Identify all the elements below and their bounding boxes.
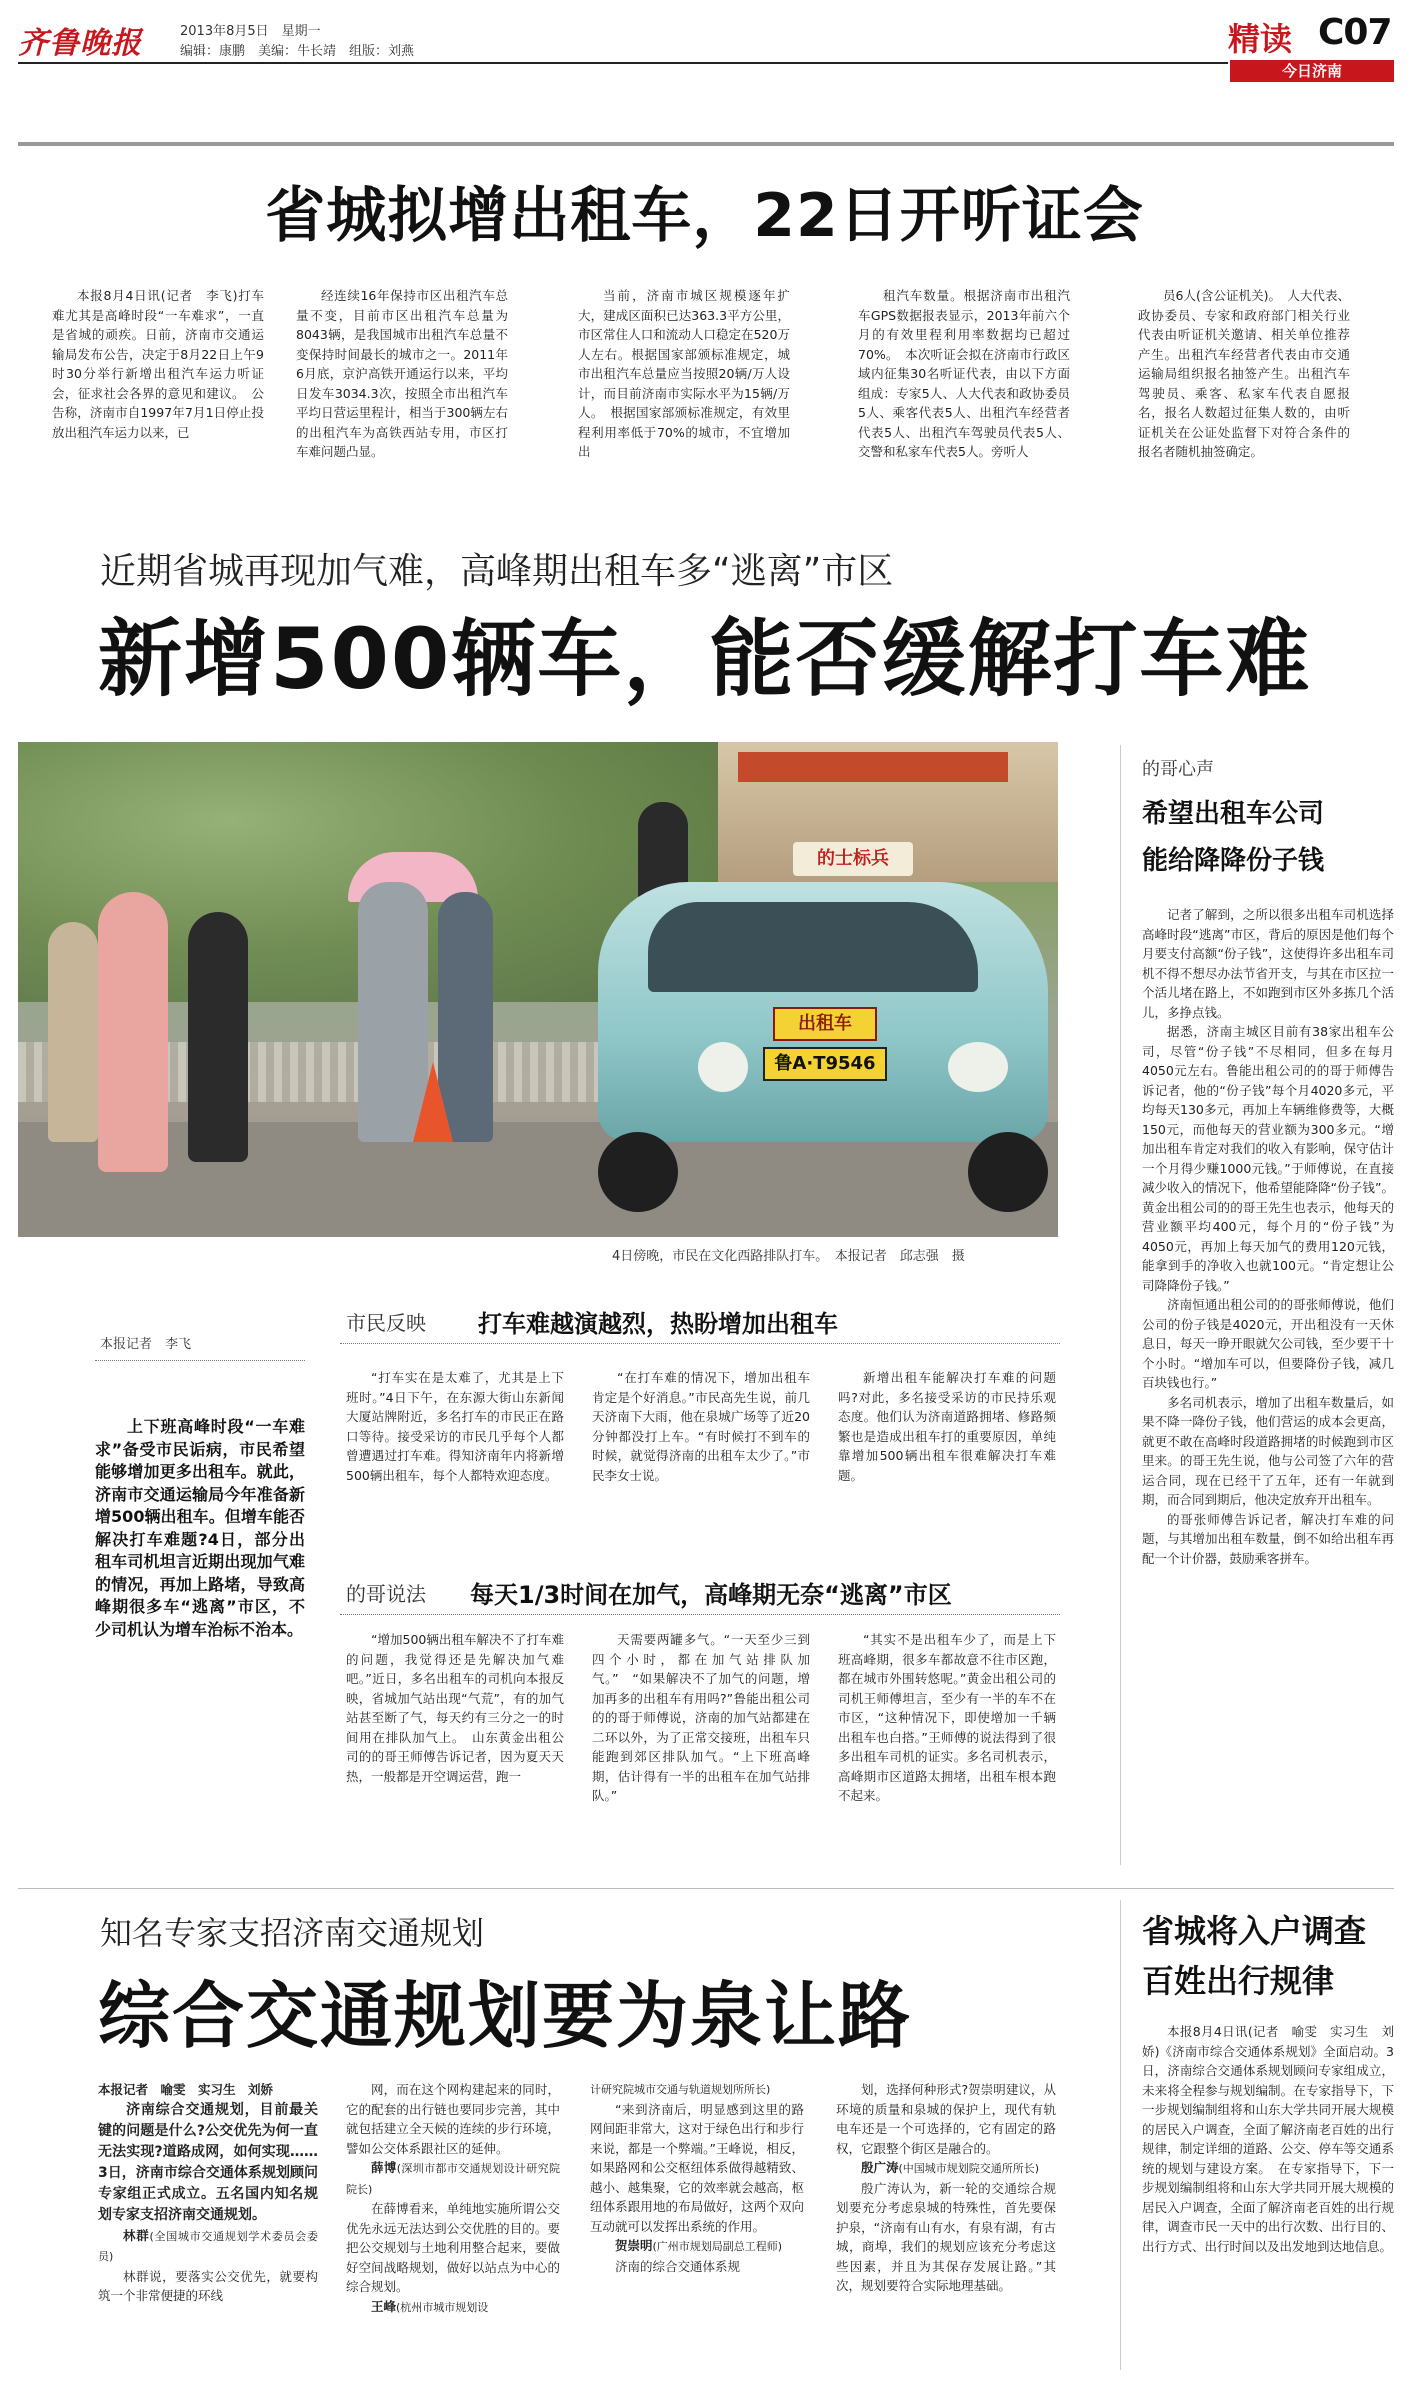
sec1-column: 新增出租车能解决打车难的问题吗?对此，多名接受采访的市民持乐观态度。他们认为济南道路拥堵、修路频繁也是造成出租车打的重要原因，单纯靠增加500辆出租车很难解决打车难题。 — [838, 1370, 1056, 1483]
sec2-title: 每天1/3时间在加气，高峰期无奈“逃离”市区 — [470, 1581, 952, 1609]
header-rule-thick — [18, 142, 1394, 146]
story3-column: 计研究院城市交通与轨道规划所所长) “来到济南后，明显感到这里的路网间距非常大，这对于绿色出行和步行来说，都是一个弊端。”王峰说，相反，如果路网和公交枢纽体系做得越精致、越小、越集聚，它的效率就会越高，枢纽体系跟用地的布局做好，这两个双向互动就可以发挥出系统的作用。 贺崇明(广州市规划局副总工程师) 济南的综合交通体系规 — [590, 2083, 804, 2274]
paper-logo: 齐鲁晚报 — [18, 26, 142, 61]
story3-side-column: 本报8月4日讯(记者 喻雯 实习生 刘娇)《济南市综合交通体系规划》全面启动。3日，济南综合交通体系规划顾问专家组成立，未来将全程参与规划编制。在专家指导下，下一步规划编制组将和山东大学共同开展大规模的居民入户调查，全面了解济南老百姓的出行规律，制定详细的道路、公交、停车等交通系统的规划与建设方案。 在专家指导下，下一步规划编制组将和山东大学共同开展大规模的居民入户调查，全面了解济南老百姓的出行规律，调查市民一天中的出行次数、出行目的、出行方式、出行时间以及出发地到达地信息。 — [1142, 2024, 1394, 2254]
story1-column: 当前，济南市城区规模逐年扩大，建成区面积已达363.3平方公里，市区常住人口和流动人口稳定在520万人左右。根据国家部颁标准规定，城市出租汽车总量应当按照20辆/万人设计，而目前济南市实际水平为15辆/万人。 根据国家部颁标准规定，有效里程利用率低于70%的城市，不宜增加出 — [578, 288, 790, 459]
story1-column: 员6人(含公证机关)。 人大代表、政协委员、专家和政府部门相关行业代表由听证机关邀请、相关单位推荐产生。出租汽车经营者代表由市交通运输局组织报名抽签产生。出租汽车驾驶员、乘客、私家车代表自愿报名，报名人数超过征集人数的，由听证机关在公证处监督下对符合条件的报名者随机抽签确定。 — [1138, 288, 1350, 459]
story2-byline: 本报记者 李飞 — [100, 1337, 192, 1352]
sec2-column: “其实不是出租车少了，而是上下班高峰期，很多车都故意不往市区跑，都在城市外围转悠呢。”黄金出租公司的司机王师傅坦言，至少有一半的车不在市区，“这种情况下，即使增加一千辆出租车也白搭。”王师傅的说法得到了很多出租车司机的证实。多名司机表示，高峰期市区道路太拥堵，出租车根本跑不起来。 — [838, 1632, 1056, 1803]
sub-section-band: 今日济南 — [1230, 60, 1394, 82]
story3-headline: 综合交通规划要为泉让路 — [98, 1974, 913, 2058]
sec1-tag: 市民反映 — [346, 1311, 426, 1335]
editors-line: 编辑：康鹏 美编：牛长靖 组版：刘燕 — [180, 44, 415, 59]
side-tag: 的哥心声 — [1142, 759, 1214, 780]
sec1-column: “打车实在是太难了，尤其是上下班时。”4日下午，在东源大街山东新闻大厦站牌附近，多名打车的市民正在路口等待。接受采访的市民几乎每个人都曾遭遇过打车难。得知济南年内将新增500辆出租车，每个人都特欢迎态度。 — [346, 1370, 564, 1483]
taxi-license-plate: 鲁A·T9546 — [763, 1047, 887, 1081]
news-photo — [18, 742, 1058, 1237]
story3-side-title-line2: 百姓出行规律 — [1142, 1962, 1335, 2000]
sec2-tag: 的哥说法 — [346, 1582, 426, 1606]
section-name: 精读 — [1228, 20, 1293, 58]
photo-caption: 4日傍晚，市民在文化西路排队打车。 本报记者 邱志强 摄 — [612, 1249, 965, 1264]
sec1-column: “在打车难的情况下，增加出租车肯定是个好消息。”市民高先生说，前几天济南下大雨，他在泉城广场等了近20分钟都没打上车。“有时候打不到车的时候，就觉得济南的出租车太少了。”市民李女士说。 — [592, 1370, 810, 1483]
taxi-side-sign: 出租车 — [773, 1007, 877, 1041]
column-divider — [1120, 1900, 1121, 2370]
side-column: 记者了解到，之所以很多出租车司机选择高峰时段“逃离”市区，背后的原因是他们每个月要支付高额“份子钱”，这使得许多出租车司机不得不想尽办法节省开支，与其在市区拉一个活儿堵在路上，不如跑到市区外多拣几个活儿，多挣点钱。 据悉，济南主城区目前有38家出租车公司，尽管“份子钱”不尽相同，但多在每月4050元左右。鲁能出租公司的的哥于师傅告诉记者，他的“份子钱”每个月4020多元，平均每天130多元，再加上车辆维修费等，大概150元，而他每天的营业额为300多元。“增加出租车肯定对我们的收入有影响，保守估计一个月得少赚1000元钱。”于师傅说，在直接减少收入的情况下，他希望能降降“份子钱”。黄金出租公司的的哥王先生也表示，他每天的营业额平均400元，每个月的“份子钱”为4050元，再加上每天加气的费用120元钱，能拿到手的净收入也就100元。“肯定想让公司降降份子钱。” 济南恒通出租公司的的哥张师傅说，他们公司的份子钱是4020元，开出租没有一天休息日，每天一睁开眼就欠公司钱，至少要干十个小时。“增加车可以，但要降份子钱，减几百块钱也行。” 多名司机表示，增加了出租车数量后，如果不降一降份子钱，他们营运的成本会更高，就更不敢在高峰时段道路拥堵的时候跑到市区里来。的哥王先生说，他与公司签了六年的营运合同，现在已经干了五年，还有一年就到期，而合同到期后，他决定放弃开出租车。 的哥张师傅告诉记者，解决打车难的问题，与其增加出租车数量，倒不如给出租车再配一个计价器，鼓励乘客拼车。 — [1142, 907, 1394, 1566]
story1-column: 本报8月4日讯(记者 李飞)打车难尤其是高峰时段“一车难求”，一直是省城的顽疾。日前，济南市交通运输局发布公告，决定于8月22日上午9时30分举行新增出租汽车运力听证会，征求社会各界的意见和建议。 公告称，济南市自1997年7月1日停止投放出租汽车运力以来，已 — [52, 288, 264, 440]
sec1-rule — [340, 1343, 1060, 1344]
story3-column: 本报记者 喻雯 实习生 刘娇 济南综合交通规划，目前最关键的问题是什么?公交优先为何一直无法实现?道路成网，如何实现……3日，济南市综合交通体系规划顾问专家组正式成立。五名国内知名规划专家支招济南交通规划。 林群(全国城市交通规划学术委员会委员) 林群说，要落实公交优先，就要构筑一个非常便捷的环线 — [98, 2082, 318, 2303]
header-rule — [18, 62, 1228, 64]
side-title-line2: 能给降降份子钱 — [1142, 846, 1325, 876]
story1-column: 租汽车数量。根据济南市出租汽车GPS数据报表显示，2013年前六个月的有效里程利用率数据均已超过70%。 本次听证会拟在济南市行政区域内征集30名听证代表，由以下方面组成：专家5人、人大代表和政协委员5人、乘客代表5人、出租汽车经营者代表5人、出租汽车驾驶员代表5人、交警和私家车代表5人。旁听人 — [858, 288, 1070, 459]
column-divider — [1120, 745, 1121, 1865]
byline-rule — [95, 1360, 305, 1361]
sec2-column: 天需要两罐多气。“一天至少三到四个小时，都在加气站排队加气。” “如果解决不了加气的问题，增加再多的出租车有用吗?”鲁能出租公司的的哥于师傅说，济南的加气站都建在二环以外，为了正常交接班，出租车只能跑到郊区排队加气。“上下班高峰期，估计得有一半的出租车在加气站排队。” — [592, 1632, 810, 1803]
page-number: C07 — [1318, 12, 1392, 53]
story2-headline: 新增500辆车，能否缓解打车难 — [98, 610, 1312, 708]
story2-lead: 上下班高峰时段“一车难求”备受市民诟病，市民希望能够增加更多出租车。就此，济南市交通运输局今年准备新增500辆出租车。但增车能否解决打车难题?4日，部分出租车司机坦言近期出现加气难的情况，再加上路堵，导致高峰期很多车“逃离”市区，不少司机认为增车治标不治本。 — [95, 1417, 305, 1639]
issue-date: 2013年8月5日 星期一 — [180, 24, 321, 39]
story3-side-title-line1: 省城将入户调查 — [1142, 1912, 1367, 1950]
story1-headline: 省城拟增出租车，22日开听证会 — [265, 181, 1144, 251]
story3-column: 网，而在这个网构建起来的同时，它的配套的出行链也要同步完善，其中就包括建立全天候的连续的步行环境，譬如公交体系跟社区的延伸。 薛博(深圳市都市交通规划设计研究院院长) 在薛博看来，单纯地实施所谓公交优先永远无法达到公交优胜的目的。要把公交规划与土地利用整合起来，要做好空间战略规划，做好以站点为中心的综合规划。 王峰(杭州市城市规划设 — [346, 2082, 560, 2314]
sec2-rule — [340, 1614, 1060, 1615]
story3-kicker: 知名专家支招济南交通规划 — [100, 1914, 485, 1952]
story1-column: 经连续16年保持市区出租汽车总量不变，目前市区出租汽车总量为8043辆，是我国城市出租汽车总量不变保持时间最长的城市之一。2011年6月底，京沪高铁开通运行以来，平均日发车3034.3次，按照全市出租汽车平均日营运里程计，相当于300辆左右的出租汽车为高铁西站专用，市区打车难问题凸显。 — [296, 288, 508, 459]
sec1-title: 打车难越演越烈，热盼增加出租车 — [478, 1310, 838, 1338]
story2-kicker: 近期省城再现加气难，高峰期出租车多“逃离”市区 — [100, 551, 894, 592]
story3-rule — [18, 1888, 1394, 1889]
side-title-line1: 希望出租车公司 — [1142, 799, 1325, 829]
story3-column: 划，选择何种形式?贺崇明建议，从环境的质量和泉城的保护上，现代有轨电车还是一个可选择的，它有固定的路权，它跟整个街区是融合的。 殷广涛(中国城市规划院交通所所长) 殷广涛认为，新一轮的交通综合规划要充分考虑泉城的特殊性，首先要保护泉，“济南有山有水，有泉有湖，有古城，商埠，我们的规划应该充分考虑这些因素，并且为其保存发展让路。”其次，规划要符合实际地理基础。 — [836, 2082, 1056, 2293]
taxi-roof-sign: 的士标兵 — [793, 842, 913, 876]
sec2-column: “增加500辆出租车解决不了打车难的问题，我觉得还是先解决加气难吧。”近日，多名出租车的司机向本报反映，省城加气站出现“气荒”，有的加气站甚至断了气，每天约有三分之一的时间用在排队加气上。 山东黄金出租公司的的哥王师傅告诉记者，因为夏天天热，一般都是开空调运营，跑一 — [346, 1632, 564, 1784]
